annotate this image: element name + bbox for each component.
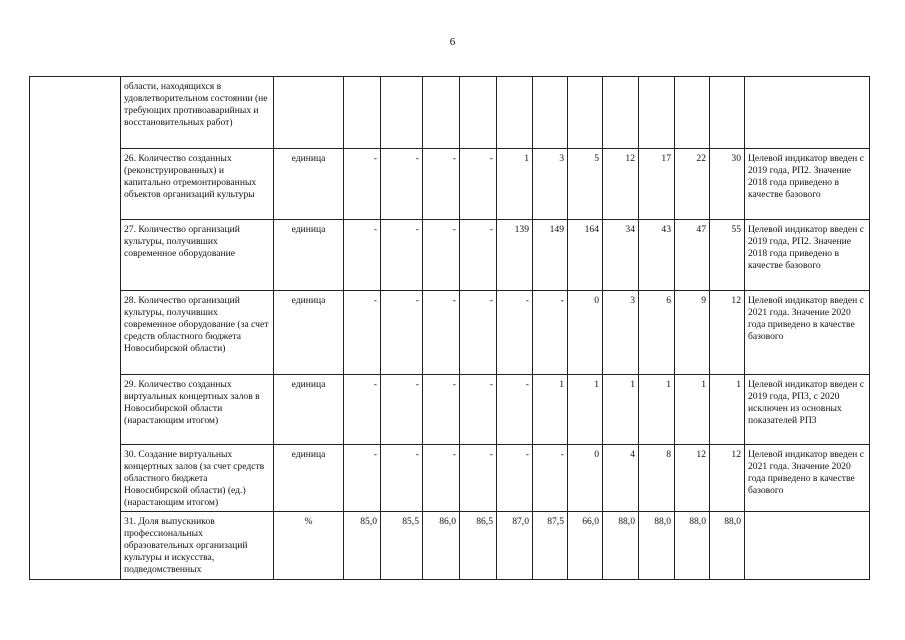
value-cell: 85,5 — [381, 512, 423, 580]
value-cell — [423, 77, 460, 149]
value-cell: 1 — [710, 375, 745, 445]
value-cell: 85,0 — [344, 512, 381, 580]
value-cell: 0 — [568, 445, 603, 512]
value-cell — [344, 77, 381, 149]
value-cell: 88,0 — [710, 512, 745, 580]
value-cell: - — [423, 291, 460, 375]
value-cell: 1 — [639, 375, 675, 445]
value-cell: 12 — [710, 291, 745, 375]
value-cell: 88,0 — [675, 512, 710, 580]
unit-cell: единица — [274, 375, 344, 445]
value-cell: 3 — [533, 149, 568, 220]
page-number: 6 — [449, 36, 456, 48]
value-cell: - — [460, 445, 497, 512]
value-cell: - — [344, 149, 381, 220]
unit-cell: единица — [274, 445, 344, 512]
indicator-name: области, находящихся в удовлетворительном состоянии (не требующих противоаварийных и восстановительных работ) — [121, 77, 274, 149]
value-cell: - — [460, 375, 497, 445]
value-cell: 4 — [603, 445, 639, 512]
indicator-name: 29. Количество созданных виртуальных концертных залов в Новосибирской области (нарастающим итогом) — [121, 375, 274, 445]
value-cell: 9 — [675, 291, 710, 375]
value-cell — [497, 77, 533, 149]
value-cell: 164 — [568, 220, 603, 291]
value-cell: - — [497, 445, 533, 512]
value-cell: - — [460, 291, 497, 375]
value-cell — [568, 77, 603, 149]
table-row — [30, 512, 870, 580]
note-cell: Целевой индикатор введен с 2019 года, РП2. Значение 2018 года приведено в качестве базового — [745, 220, 870, 291]
indicators-table — [29, 76, 870, 580]
value-cell: - — [423, 220, 460, 291]
value-cell — [639, 77, 675, 149]
value-cell: - — [460, 220, 497, 291]
value-cell — [710, 77, 745, 149]
value-cell: - — [381, 149, 423, 220]
value-cell: 6 — [639, 291, 675, 375]
value-cell: 1 — [675, 375, 710, 445]
note-cell: Целевой индикатор введен с 2021 года. Значение 2020 года приведено в качестве базового — [745, 445, 870, 512]
note-cell — [745, 512, 870, 580]
note-cell — [745, 77, 870, 149]
value-cell: 1 — [603, 375, 639, 445]
value-cell: - — [533, 445, 568, 512]
indicator-name: 31. Доля выпускников профессиональных образовательных организаций культуры и искусства, подведомственных — [121, 512, 274, 580]
value-cell — [460, 77, 497, 149]
table-row — [30, 445, 870, 512]
value-cell: - — [460, 149, 497, 220]
value-cell: - — [423, 375, 460, 445]
note-cell: Целевой индикатор введен с 2021 года. Значение 2020 года приведено в качестве базового — [745, 291, 870, 375]
value-cell: - — [344, 445, 381, 512]
value-cell: 86,5 — [460, 512, 497, 580]
value-cell: 12 — [603, 149, 639, 220]
value-cell — [533, 77, 568, 149]
value-cell: 12 — [710, 445, 745, 512]
value-cell: 0 — [568, 291, 603, 375]
value-cell: - — [344, 291, 381, 375]
value-cell: - — [381, 220, 423, 291]
value-cell: 43 — [639, 220, 675, 291]
table-row — [30, 149, 870, 220]
value-cell: 5 — [568, 149, 603, 220]
value-cell: 87,0 — [497, 512, 533, 580]
indicator-name: 30. Создание виртуальных концертных залов (за счет средств областного бюджета Новосибирской области) (ед.) (нарастающим итогом) — [121, 445, 274, 512]
value-cell: - — [344, 220, 381, 291]
value-cell: - — [381, 445, 423, 512]
value-cell: 86,0 — [423, 512, 460, 580]
note-cell: Целевой индикатор введен с 2019 года, РП3, с 2020 исключен из основных показателей РП3 — [745, 375, 870, 445]
unit-cell: единица — [274, 220, 344, 291]
merged-left-column — [30, 77, 121, 580]
value-cell: 30 — [710, 149, 745, 220]
indicator-name: 28. Количество организаций культуры, получивших современное оборудование (за счет средств областного бюджета Новосибирской области) — [121, 291, 274, 375]
value-cell: - — [497, 291, 533, 375]
table-row — [30, 220, 870, 291]
value-cell: - — [423, 445, 460, 512]
value-cell: 88,0 — [639, 512, 675, 580]
table-row — [30, 375, 870, 445]
table-row — [30, 291, 870, 375]
value-cell: 47 — [675, 220, 710, 291]
value-cell: 139 — [497, 220, 533, 291]
value-cell: 87,5 — [533, 512, 568, 580]
value-cell: 17 — [639, 149, 675, 220]
value-cell: 1 — [497, 149, 533, 220]
value-cell — [603, 77, 639, 149]
value-cell: - — [423, 149, 460, 220]
value-cell: 55 — [710, 220, 745, 291]
value-cell — [675, 77, 710, 149]
value-cell — [381, 77, 423, 149]
unit-cell: единица — [274, 149, 344, 220]
value-cell: 66,0 — [568, 512, 603, 580]
value-cell: 1 — [568, 375, 603, 445]
value-cell: - — [381, 375, 423, 445]
value-cell: 1 — [533, 375, 568, 445]
value-cell: 34 — [603, 220, 639, 291]
value-cell: 3 — [603, 291, 639, 375]
value-cell: 88,0 — [603, 512, 639, 580]
value-cell: - — [344, 375, 381, 445]
table-row — [30, 77, 870, 149]
value-cell: 22 — [675, 149, 710, 220]
unit-cell: единица — [274, 291, 344, 375]
value-cell: - — [381, 291, 423, 375]
note-cell: Целевой индикатор введен с 2019 года, РП2. Значение 2018 года приведено в качестве базового — [745, 149, 870, 220]
value-cell: 149 — [533, 220, 568, 291]
value-cell: - — [533, 291, 568, 375]
value-cell: 12 — [675, 445, 710, 512]
unit-cell — [274, 77, 344, 149]
value-cell: - — [497, 375, 533, 445]
unit-cell: % — [274, 512, 344, 580]
indicator-name: 26. Количество созданных (реконструированных) и капитально отремонтированных объектов организаций культуры — [121, 149, 274, 220]
value-cell: 8 — [639, 445, 675, 512]
indicator-name: 27. Количество организаций культуры, получивших современное оборудование — [121, 220, 274, 291]
